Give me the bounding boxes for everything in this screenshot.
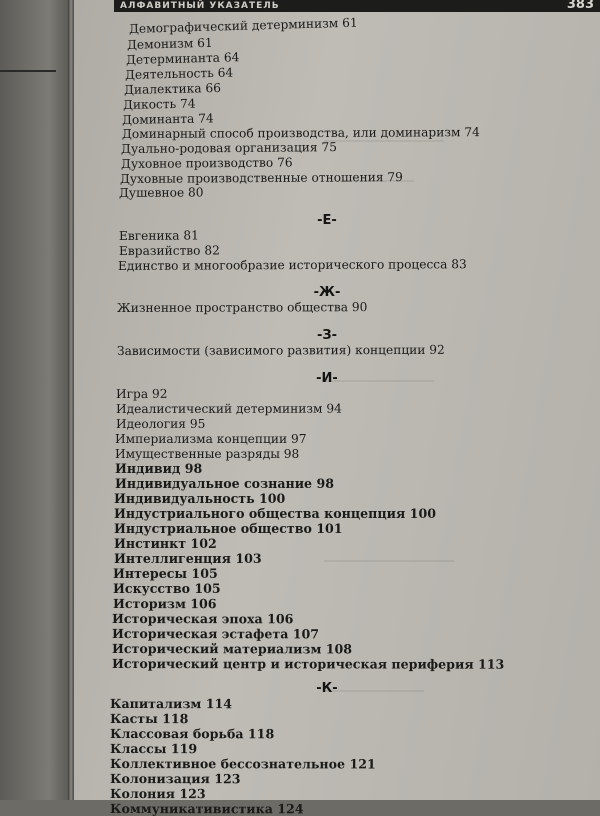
- section-divider-rule: [147, 336, 297, 337]
- index-entry: Диалектика 66: [123, 80, 222, 97]
- page-number: 383: [566, 0, 594, 12]
- index-entry: Индивид 98: [115, 461, 203, 476]
- index-entry: Единство и многообразие исторического процесса 83: [117, 257, 467, 273]
- index-entry: Индустриальное общество 101: [114, 521, 343, 536]
- index-entry: Инстинкт 102: [114, 536, 217, 551]
- index-entry: Интеллигенция 103: [114, 551, 262, 566]
- index-entry: Империализма концепции 97: [115, 432, 307, 446]
- section-letter-heading: -И-: [316, 371, 338, 386]
- index-entry: Детерминанта 64: [125, 50, 240, 67]
- index-entry: Жизненное пространство общества 90: [116, 300, 368, 315]
- index-entry: Имущественные разряды 98: [115, 447, 300, 461]
- index-entry: Деятельность 64: [124, 65, 234, 82]
- index-entry: Идеалистический детерминизм 94: [115, 401, 342, 416]
- section-divider-rule: [147, 379, 297, 380]
- facing-page-rule: [0, 70, 56, 72]
- index-entry: Исторический материализм 108: [111, 641, 353, 657]
- index-page: [74, 0, 600, 816]
- index-entry: Интересы 105: [113, 566, 218, 581]
- index-entries: [74, 0, 600, 816]
- index-entry: Капитализм 114: [109, 696, 233, 712]
- index-entry: Евгеника 81: [118, 228, 199, 243]
- index-entry: Духовное производство 76: [120, 155, 293, 171]
- section-letter-heading: -З-: [316, 328, 338, 343]
- index-entry: Колония 123: [109, 786, 206, 802]
- index-entry: Душевное 80: [118, 185, 204, 200]
- index-entry: Духовные производственные отношения 79: [119, 170, 403, 186]
- index-entry: Демографический детерминизм 61: [128, 15, 358, 36]
- index-entry: Индустриального общества концепция 100: [114, 506, 436, 521]
- index-entry: Коммуникативистика 124: [109, 801, 304, 816]
- index-entry: Игра 92: [115, 386, 168, 401]
- index-entry: Историческая эстафета 107: [111, 626, 320, 642]
- index-entry: Доминарный способ производства, или доминаризм 74: [121, 125, 480, 141]
- index-entry: Зависимости (зависимого развития) концепции 92: [116, 342, 445, 358]
- section-letter-heading: -Е-: [317, 213, 337, 228]
- index-entry: Классовая борьба 118: [109, 726, 275, 742]
- index-entry: Идеология 95: [115, 416, 206, 431]
- index-entry: Искусство 105: [113, 581, 221, 596]
- index-entry: Евразийство 82: [118, 243, 220, 258]
- index-entry: Историческая эпоха 106: [111, 611, 294, 627]
- index-entry: Классы 119: [109, 741, 198, 757]
- index-entry: Демонизм 61: [126, 35, 213, 52]
- section-divider-rule: [147, 293, 297, 294]
- index-entry: Историзм 106: [112, 596, 217, 612]
- index-entry: Дуально-родовая организация 75: [120, 140, 338, 156]
- section-divider-rule: [147, 689, 297, 690]
- index-entry: Исторический центр и историческая периферия 113: [111, 656, 505, 672]
- index-entry: Коллективное бессознательное 121: [109, 756, 376, 772]
- section-letter-heading: -К-: [316, 681, 338, 696]
- section-divider-rule: [147, 221, 297, 222]
- facing-page-edge: [0, 0, 70, 800]
- index-entry: Дикость 74: [122, 96, 196, 112]
- section-letter-heading: -Ж-: [313, 285, 341, 300]
- running-head-title: АЛФАВИТНЫЙ УКАЗАТЕЛЬ: [120, 1, 280, 11]
- index-entry: Колонизация 123: [109, 771, 241, 787]
- index-entry: Индивидуальное сознание 98: [115, 476, 334, 491]
- index-entry: Доминанта 74: [121, 111, 214, 127]
- index-entry: Индивидуальность 100: [114, 491, 286, 506]
- index-entry: Касты 118: [109, 711, 189, 727]
